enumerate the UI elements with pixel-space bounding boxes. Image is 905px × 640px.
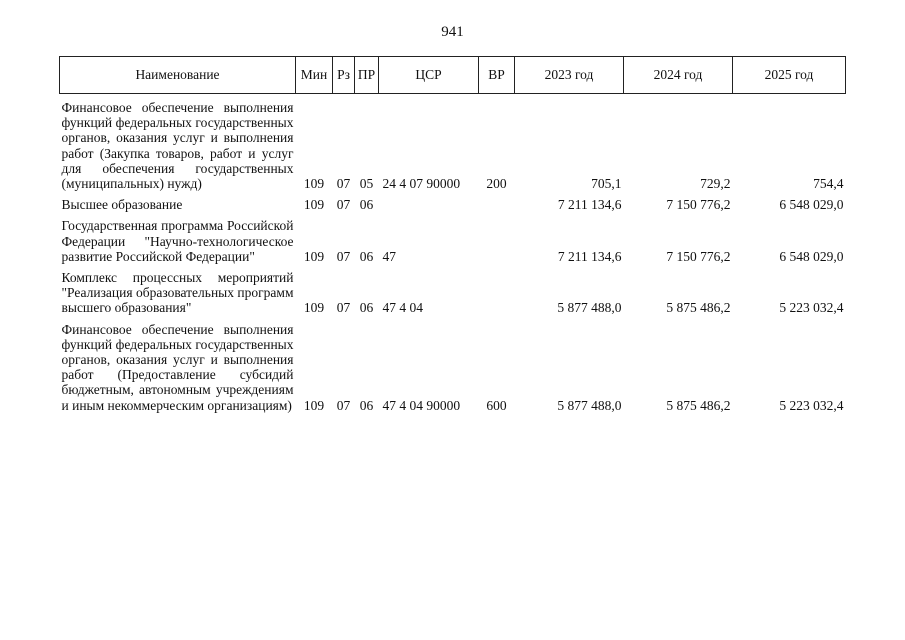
table-body xyxy=(60,94,846,413)
cell-name: Комплекс процессных мероприятий "Реализация образовательных программ высшего образования" xyxy=(61,270,294,316)
table-header xyxy=(60,57,846,94)
cell-2024: 7 150 776,2 xyxy=(666,197,731,213)
cell-name: Государственная программа Российской Федерации "Научно-технологическое развитие Российской Федерации" xyxy=(61,218,294,264)
header-vr: ВР xyxy=(479,57,515,94)
cell-2024: 729,2 xyxy=(700,176,731,192)
table-row xyxy=(60,322,846,413)
cell-name: Финансовое обеспечение выполнения функций федеральных государственных органов, оказания услуг и выполнения работ (Предоставление субсидий бюджетным, автономным учреждениям и иным некоммерческим организациям) xyxy=(61,321,294,413)
cell-min: 109 xyxy=(303,197,325,213)
table-row xyxy=(60,218,846,264)
table-row xyxy=(60,100,846,191)
cell-2025: 5 223 032,4 xyxy=(779,300,844,316)
table-row xyxy=(60,270,846,316)
cell-2023: 705,1 xyxy=(591,176,622,192)
cell-rz: 07 xyxy=(336,300,351,316)
header-pr: ПР xyxy=(355,57,379,94)
page-number: 941 xyxy=(441,24,464,40)
cell-vr xyxy=(479,218,515,264)
header-2023: 2023 год xyxy=(515,57,624,94)
cell-min: 109 xyxy=(303,397,325,413)
cell-vr xyxy=(479,197,515,212)
header-min: Мин xyxy=(296,57,333,94)
cell-csr: 47 4 04 xyxy=(382,300,423,316)
cell-name: Финансовое обеспечение выполнения функций федеральных государственных органов, оказания услуг и выполнения работ (Закупка товаров, работ и услуг для обеспечения государственных (муниципальных) нужд) xyxy=(61,100,294,192)
header-2024: 2024 год xyxy=(624,57,733,94)
table-row xyxy=(60,197,846,212)
cell-rz: 07 xyxy=(336,197,351,213)
cell-pr: 05 xyxy=(359,176,374,192)
cell-csr: 47 xyxy=(382,248,396,264)
cell-2025: 5 223 032,4 xyxy=(779,397,844,413)
cell-pr: 06 xyxy=(359,300,374,316)
header-2025: 2025 год xyxy=(733,57,846,94)
cell-min: 109 xyxy=(303,176,325,192)
cell-2025: 6 548 029,0 xyxy=(779,248,844,264)
cell-csr: 24 4 07 90000 xyxy=(382,176,461,192)
header-rz: Рз xyxy=(333,57,355,94)
header-name: Наименование xyxy=(60,57,296,94)
budget-table xyxy=(59,56,846,413)
cell-2023: 5 877 488,0 xyxy=(557,300,622,316)
cell-2025: 6 548 029,0 xyxy=(779,197,844,213)
header-csr: ЦСР xyxy=(379,57,479,94)
cell-vr: 600 xyxy=(486,397,507,413)
cell-pr: 06 xyxy=(359,197,374,213)
cell-pr: 06 xyxy=(359,397,374,413)
cell-min: 109 xyxy=(303,248,325,264)
cell-pr: 06 xyxy=(359,248,374,264)
cell-rz: 07 xyxy=(336,176,351,192)
cell-2023: 7 211 134,6 xyxy=(557,248,622,264)
cell-name: Высшее образование xyxy=(61,197,183,213)
cell-rz: 07 xyxy=(336,397,351,413)
cell-csr: 47 4 04 90000 xyxy=(382,397,461,413)
cell-2024: 5 875 486,2 xyxy=(666,397,731,413)
cell-2024: 7 150 776,2 xyxy=(666,248,731,264)
cell-2025: 754,4 xyxy=(813,176,844,192)
cell-2023: 7 211 134,6 xyxy=(557,197,622,213)
cell-csr xyxy=(379,197,479,212)
cell-2023: 5 877 488,0 xyxy=(557,397,622,413)
cell-rz: 07 xyxy=(336,248,351,264)
cell-min: 109 xyxy=(303,300,325,316)
cell-vr xyxy=(479,270,515,316)
cell-vr: 200 xyxy=(486,176,507,192)
cell-2024: 5 875 486,2 xyxy=(666,300,731,316)
